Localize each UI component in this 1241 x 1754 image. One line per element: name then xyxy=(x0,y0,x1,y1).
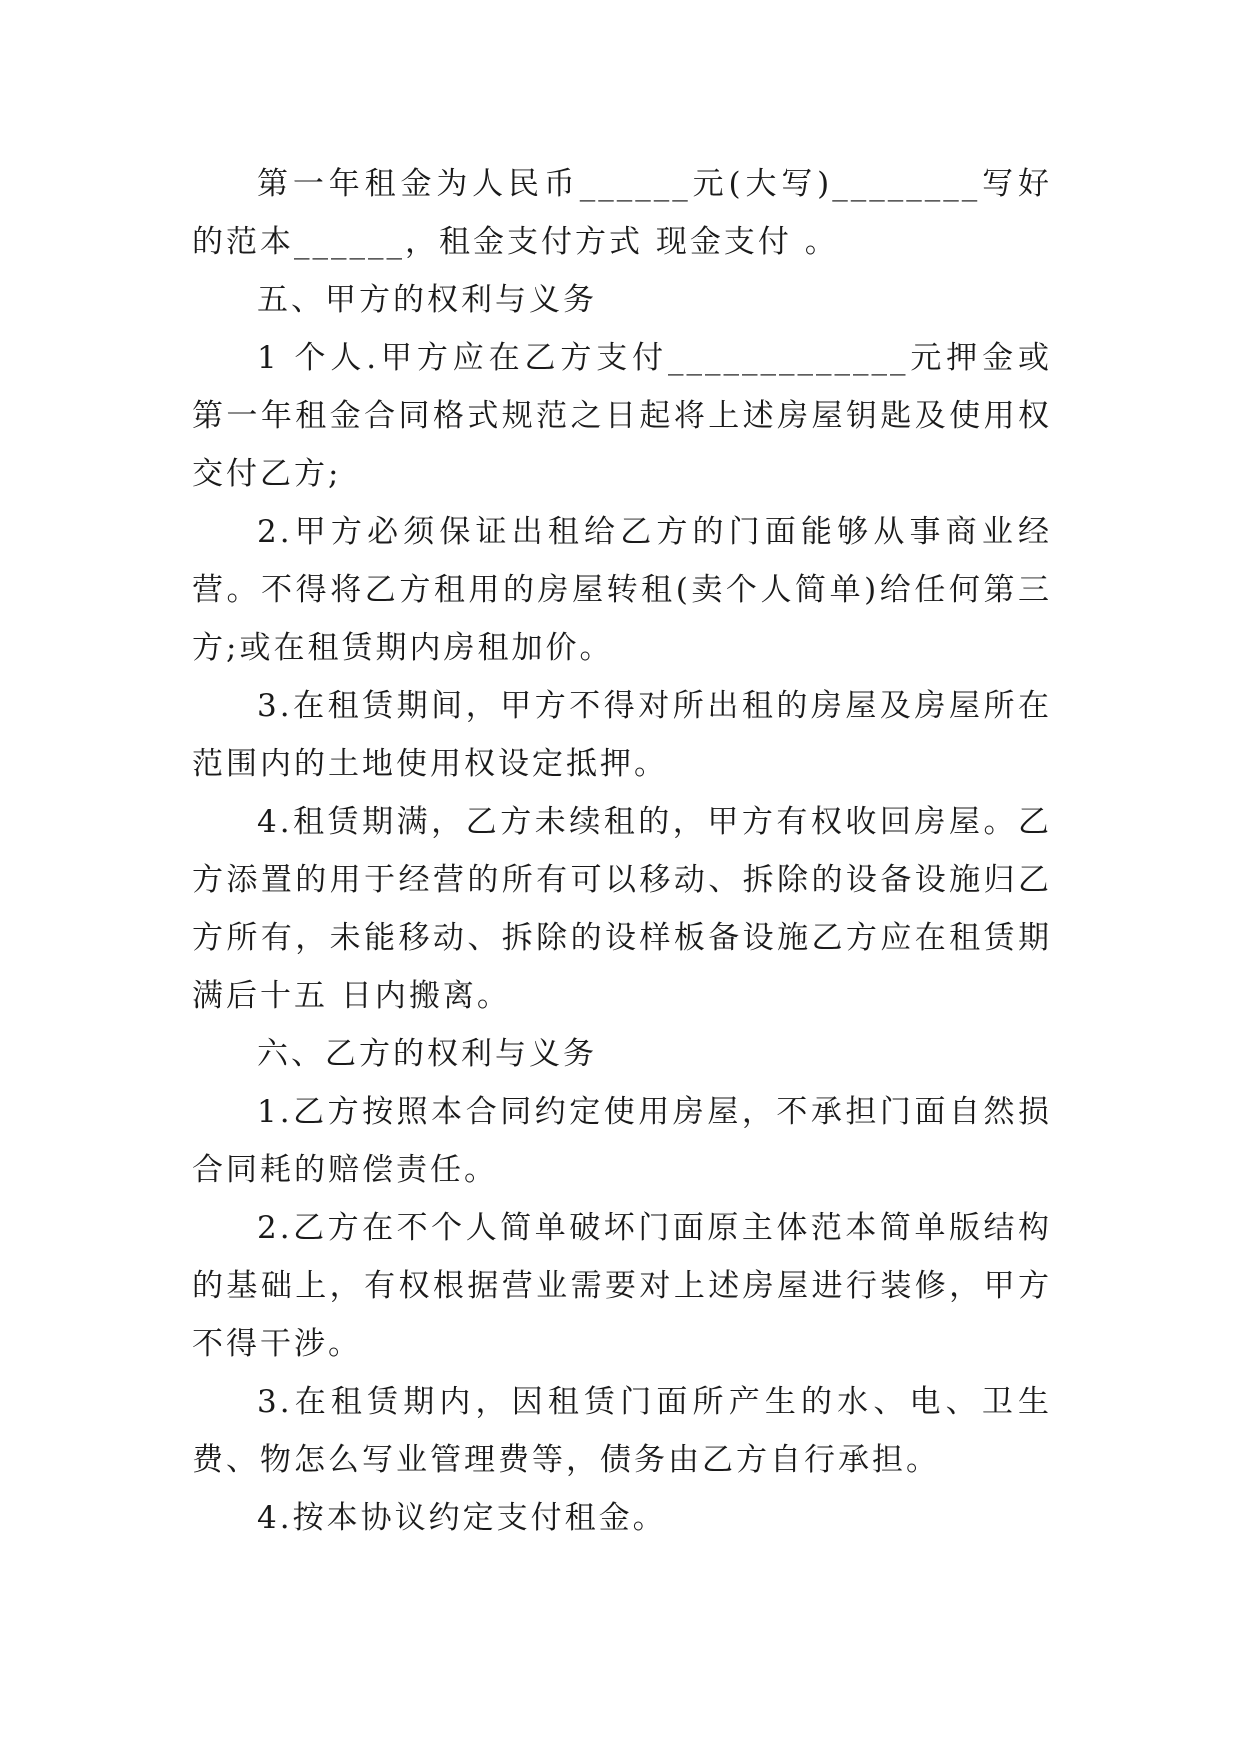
paragraph-5-1: 1 个人.甲方应在乙方支付_____________元押金或第一年租金合同格式规范之日起将上述房屋钥匙及使用权交付乙方; xyxy=(192,340,1052,492)
paragraph-5-4: 4.租赁期满，乙方未续租的，甲方有权收回房屋。乙方添置的用于经营的所有可以移动、拆除的设备设施归乙方所有，未能移动、拆除的设样板备设施乙方应在租赁期满后十五 日内搬离。 xyxy=(192,804,1052,1014)
paragraph-6-1: 1.乙方按照本合同约定使用房屋，不承担门面自然损合同耗的赔偿责任。 xyxy=(192,1094,1052,1188)
paragraph-6-3: 3.在租赁期内，因租赁门面所产生的水、电、卫生费、物怎么写业管理费等，债务由乙方自行承担。 xyxy=(192,1384,1052,1478)
section-heading-5: 五、甲方的权利与义务 xyxy=(257,282,597,318)
paragraph-6-4: 4.按本协议约定支付租金。 xyxy=(257,1500,667,1536)
paragraph-5-2: 2.甲方必须保证出租给乙方的门面能够从事商业经营。不得将乙方租用的房屋转租(卖个人简单)给任何第三方;或在租赁期内房租加价。 xyxy=(192,514,1052,666)
document-body xyxy=(192,155,1052,1547)
section-heading-6: 六、乙方的权利与义务 xyxy=(257,1036,597,1072)
paragraph-6-2: 2.乙方在不个人简单破坏门面原主体范本简单版结构的基础上，有权根据营业需要对上述房屋进行装修，甲方不得干涉。 xyxy=(192,1210,1052,1362)
paragraph-rent-amount: 第一年租金为人民币______元(大写)________写好的范本______，租金支付方式 现金支付 。 xyxy=(192,166,1052,260)
paragraph-5-3: 3.在租赁期间，甲方不得对所出租的房屋及房屋所在范围内的土地使用权设定抵押。 xyxy=(192,688,1052,782)
